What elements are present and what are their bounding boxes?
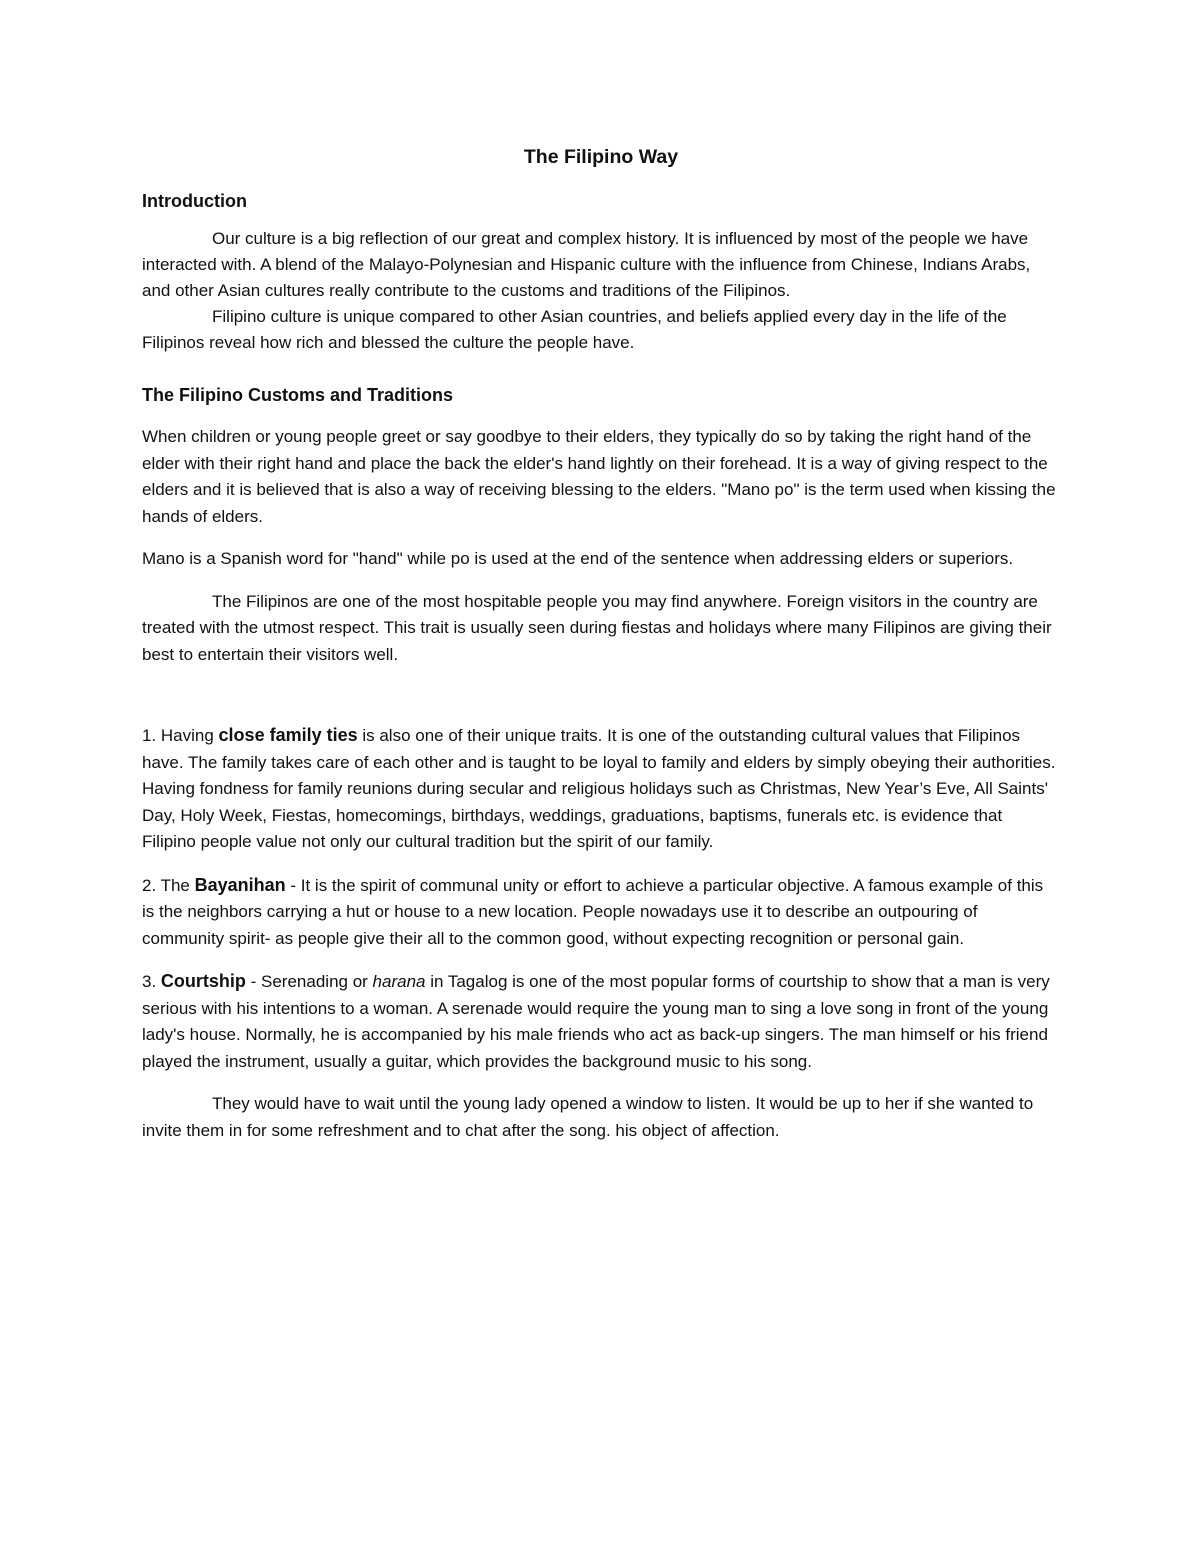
item3-prefix: 3. <box>142 972 161 991</box>
list-item-family-ties <box>142 722 1060 856</box>
item2-prefix: 2. The <box>142 875 195 895</box>
item3-italic-term: harana <box>372 972 426 991</box>
item3-text-a: - Serenading or <box>245 972 373 991</box>
customs-paragraph-1: When children or young people greet or say goodbye to their elders, they typically do so by taking the right hand of the elder with their right hand and place the back the elder's hand lightly on their forehead. It is a way of giving respect to the elders and it is believed that is also a way of receiving blessing to the elders. "Mano po" is the term used when kissing the hands of elders. <box>142 427 1056 526</box>
intro-heading: Introduction <box>142 191 247 211</box>
customs-paragraph-3: The Filipinos are one of the most hospitable people you may find anywhere. Foreign visitors in the country are treated with the utmost respect. This trait is usually seen during fiestas and holidays where many Filipinos are giving their best to entertain their visitors well. <box>142 591 1052 664</box>
intro-paragraph-1: Our culture is a big reflection of our great and complex history. It is influenced by most of the people we have interacted with. A blend of the Malayo-Polynesian and Hispanic culture with the influence from Chinese, Indians Arabs, and other Asian cultures really contribute to the customs and traditions of the Filipinos. <box>142 229 1031 300</box>
document-body <box>142 143 1060 1144</box>
item3-keyword: Courtship <box>160 971 246 991</box>
item2-keyword: Bayanihan <box>194 874 286 895</box>
item1-prefix: 1. Having <box>142 726 219 745</box>
closing-paragraph: They would have to wait until the young lady opened a window to listen. It would be up to her if she wanted to invite them in for some refreshment and to chat after the song. his object of affection. <box>142 1094 1034 1140</box>
intro-paragraph-2: Filipino culture is unique compared to other Asian countries, and beliefs applied every day in the life of the Filipinos reveal how rich and blessed the culture the people have. <box>142 307 1007 352</box>
item3-text-b: in Tagalog is one of the most popular forms of courtship to show that a man is very serious with his intentions to a woman. A serenade would require the young man to sing a love song in front of the young lady's house. Normally, he is accompanied by his male friends who act as back-up singers. The man himself or his friend played the instrument, usually a guitar, which provides the background music to his song. <box>142 972 1050 1071</box>
list-item-bayanihan <box>142 872 1060 953</box>
list-item-courtship <box>142 968 1060 1075</box>
customs-heading: The Filipino Customs and Traditions <box>142 385 454 405</box>
item1-keyword: close family ties <box>218 725 358 745</box>
document-title: The Filipino Way <box>523 146 679 168</box>
item2-text: - It is the spirit of communal unity or effort to achieve a particular objective. A famous example of this is the neighbors carrying a hut or house to a new location. People nowadays use it to describe an outpouring of community spirit- as people give their all to the common good, without expecting recognition or personal gain. <box>142 875 1044 948</box>
customs-paragraph-2: Mano is a Spanish word for "hand" while po is used at the end of the sentence when addressing elders or superiors. <box>142 549 1014 568</box>
item1-text: is also one of their unique traits. It is one of the outstanding cultural values that Filipinos have. The family takes care of each other and is taught to be loyal to family and elders by simply obeying their authorities. Having fondness for family reunions during secular and religious holidays such as Christmas, New Year’s Eve, All Saints' Day, Holy Week, Fiestas, homecomings, birthdays, weddings, graduations, baptisms, funerals etc. is evidence that Filipino people value not only our cultural tradition but the spirit of our family. <box>142 726 1056 851</box>
